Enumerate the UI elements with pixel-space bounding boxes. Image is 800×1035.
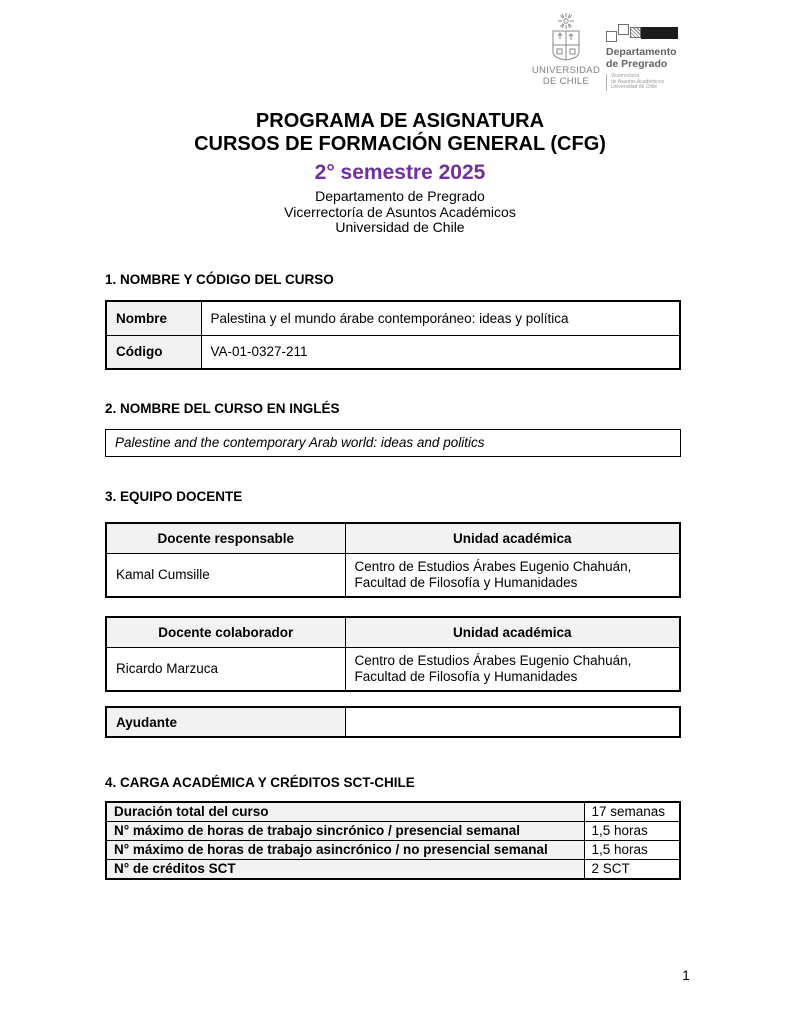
pregrado-logo-sub3: Universidad de Chile — [611, 84, 658, 90]
table-row — [106, 802, 680, 822]
subtitle-departamento: Departamento de Pregrado — [315, 188, 485, 204]
creditos-sct-value-cell: 2 SCT — [584, 860, 680, 880]
section2-heading: 2. NOMBRE DEL CURSO EN INGLÉS — [105, 401, 340, 416]
uchile-logo-line1: UNIVERSIDAD — [531, 65, 601, 76]
pregrado-logo-sub1: Vicerrectoría — [611, 73, 640, 79]
docente-colaborador-unit-cell: Centro de Estudios Árabes Eugenio Chahuán, Facultad de Filosofía y Humanidades — [345, 647, 680, 691]
uchile-logo-line2: DE CHILE — [542, 75, 590, 87]
table-row — [106, 822, 680, 841]
section1-heading: 1. NOMBRE Y CÓDIGO DEL CURSO — [105, 272, 334, 287]
unidad-academica-header: Unidad académica — [345, 617, 680, 647]
document-title-line1: PROGRAMA DE ASIGNATURA — [255, 110, 545, 132]
pregrado-logo-title1: Departamento — [606, 46, 677, 58]
codigo-value-cell: VA-01-0327-211 — [201, 335, 680, 369]
carga-academica-table — [105, 801, 681, 880]
docente-colaborador-table — [105, 616, 681, 692]
subtitle-vicerrectoria: Vicerrectoría de Asuntos Académicos — [284, 203, 516, 220]
course-name-code-table — [105, 300, 681, 370]
horas-sincronico-value-cell: 1,5 horas — [584, 822, 680, 841]
ayudante-table — [105, 706, 681, 738]
table-header-row — [106, 523, 680, 553]
nombre-label-cell: Nombre — [106, 301, 201, 335]
table-row — [106, 707, 680, 737]
subtitle-universidad: Universidad de Chile — [335, 219, 465, 235]
creditos-sct-label-cell: N° de créditos SCT — [106, 860, 584, 880]
docente-colaborador-header: Docente colaborador — [106, 617, 345, 647]
ayudante-value-cell — [345, 707, 680, 737]
unidad-academica-header: Unidad académica — [345, 523, 680, 553]
docente-colaborador-name-cell: Ricardo Marzuca — [106, 647, 345, 691]
section4-heading: 4. CARGA ACADÉMICA Y CRÉDITOS SCT-CHILE — [105, 775, 415, 790]
docente-responsable-name-cell: Kamal Cumsille — [106, 553, 345, 597]
table-row — [106, 860, 680, 880]
docente-responsable-unit-cell: Centro de Estudios Árabes Eugenio Chahuán, Facultad de Filosofía y Humanidades — [345, 553, 680, 597]
docente-responsable-table — [105, 522, 681, 598]
table-row — [106, 335, 680, 369]
english-course-name-box: Palestine and the contemporary Arab world: ideas and politics — [105, 429, 681, 457]
table-row — [106, 647, 680, 691]
horas-sincronico-label-cell: N° máximo de horas de trabajo sincrónico / presencial semanal — [106, 822, 584, 841]
table-row — [106, 553, 680, 597]
docente-responsable-header: Docente responsable — [106, 523, 345, 553]
document-title-line2: CURSOS DE FORMACIÓN GENERAL (CFG) — [194, 133, 606, 155]
table-row — [106, 301, 680, 335]
pregrado-logo-sub2: de Asuntos Académicos — [611, 78, 665, 85]
horas-asincronico-label-cell: N° máximo de horas de trabajo asincrónico / no presencial semanal — [106, 841, 584, 860]
page-number: 1 — [682, 968, 690, 983]
nombre-value-cell: Palestina y el mundo árabe contemporáneo: ideas y política — [201, 301, 680, 335]
codigo-label-cell: Código — [106, 335, 201, 369]
table-row — [106, 841, 680, 860]
horas-asincronico-value-cell: 1,5 horas — [584, 841, 680, 860]
ayudante-label-cell: Ayudante — [106, 707, 345, 737]
table-header-row — [106, 617, 680, 647]
semester-label: 2° semestre 2025 — [314, 161, 486, 184]
pregrado-logo-title2: de Pregrado — [606, 57, 668, 70]
duracion-value-cell: 17 semanas — [584, 802, 680, 822]
section3-heading: 3. EQUIPO DOCENTE — [105, 489, 243, 504]
duracion-label-cell: Duración total del curso — [106, 802, 584, 822]
document-body — [105, 0, 681, 880]
